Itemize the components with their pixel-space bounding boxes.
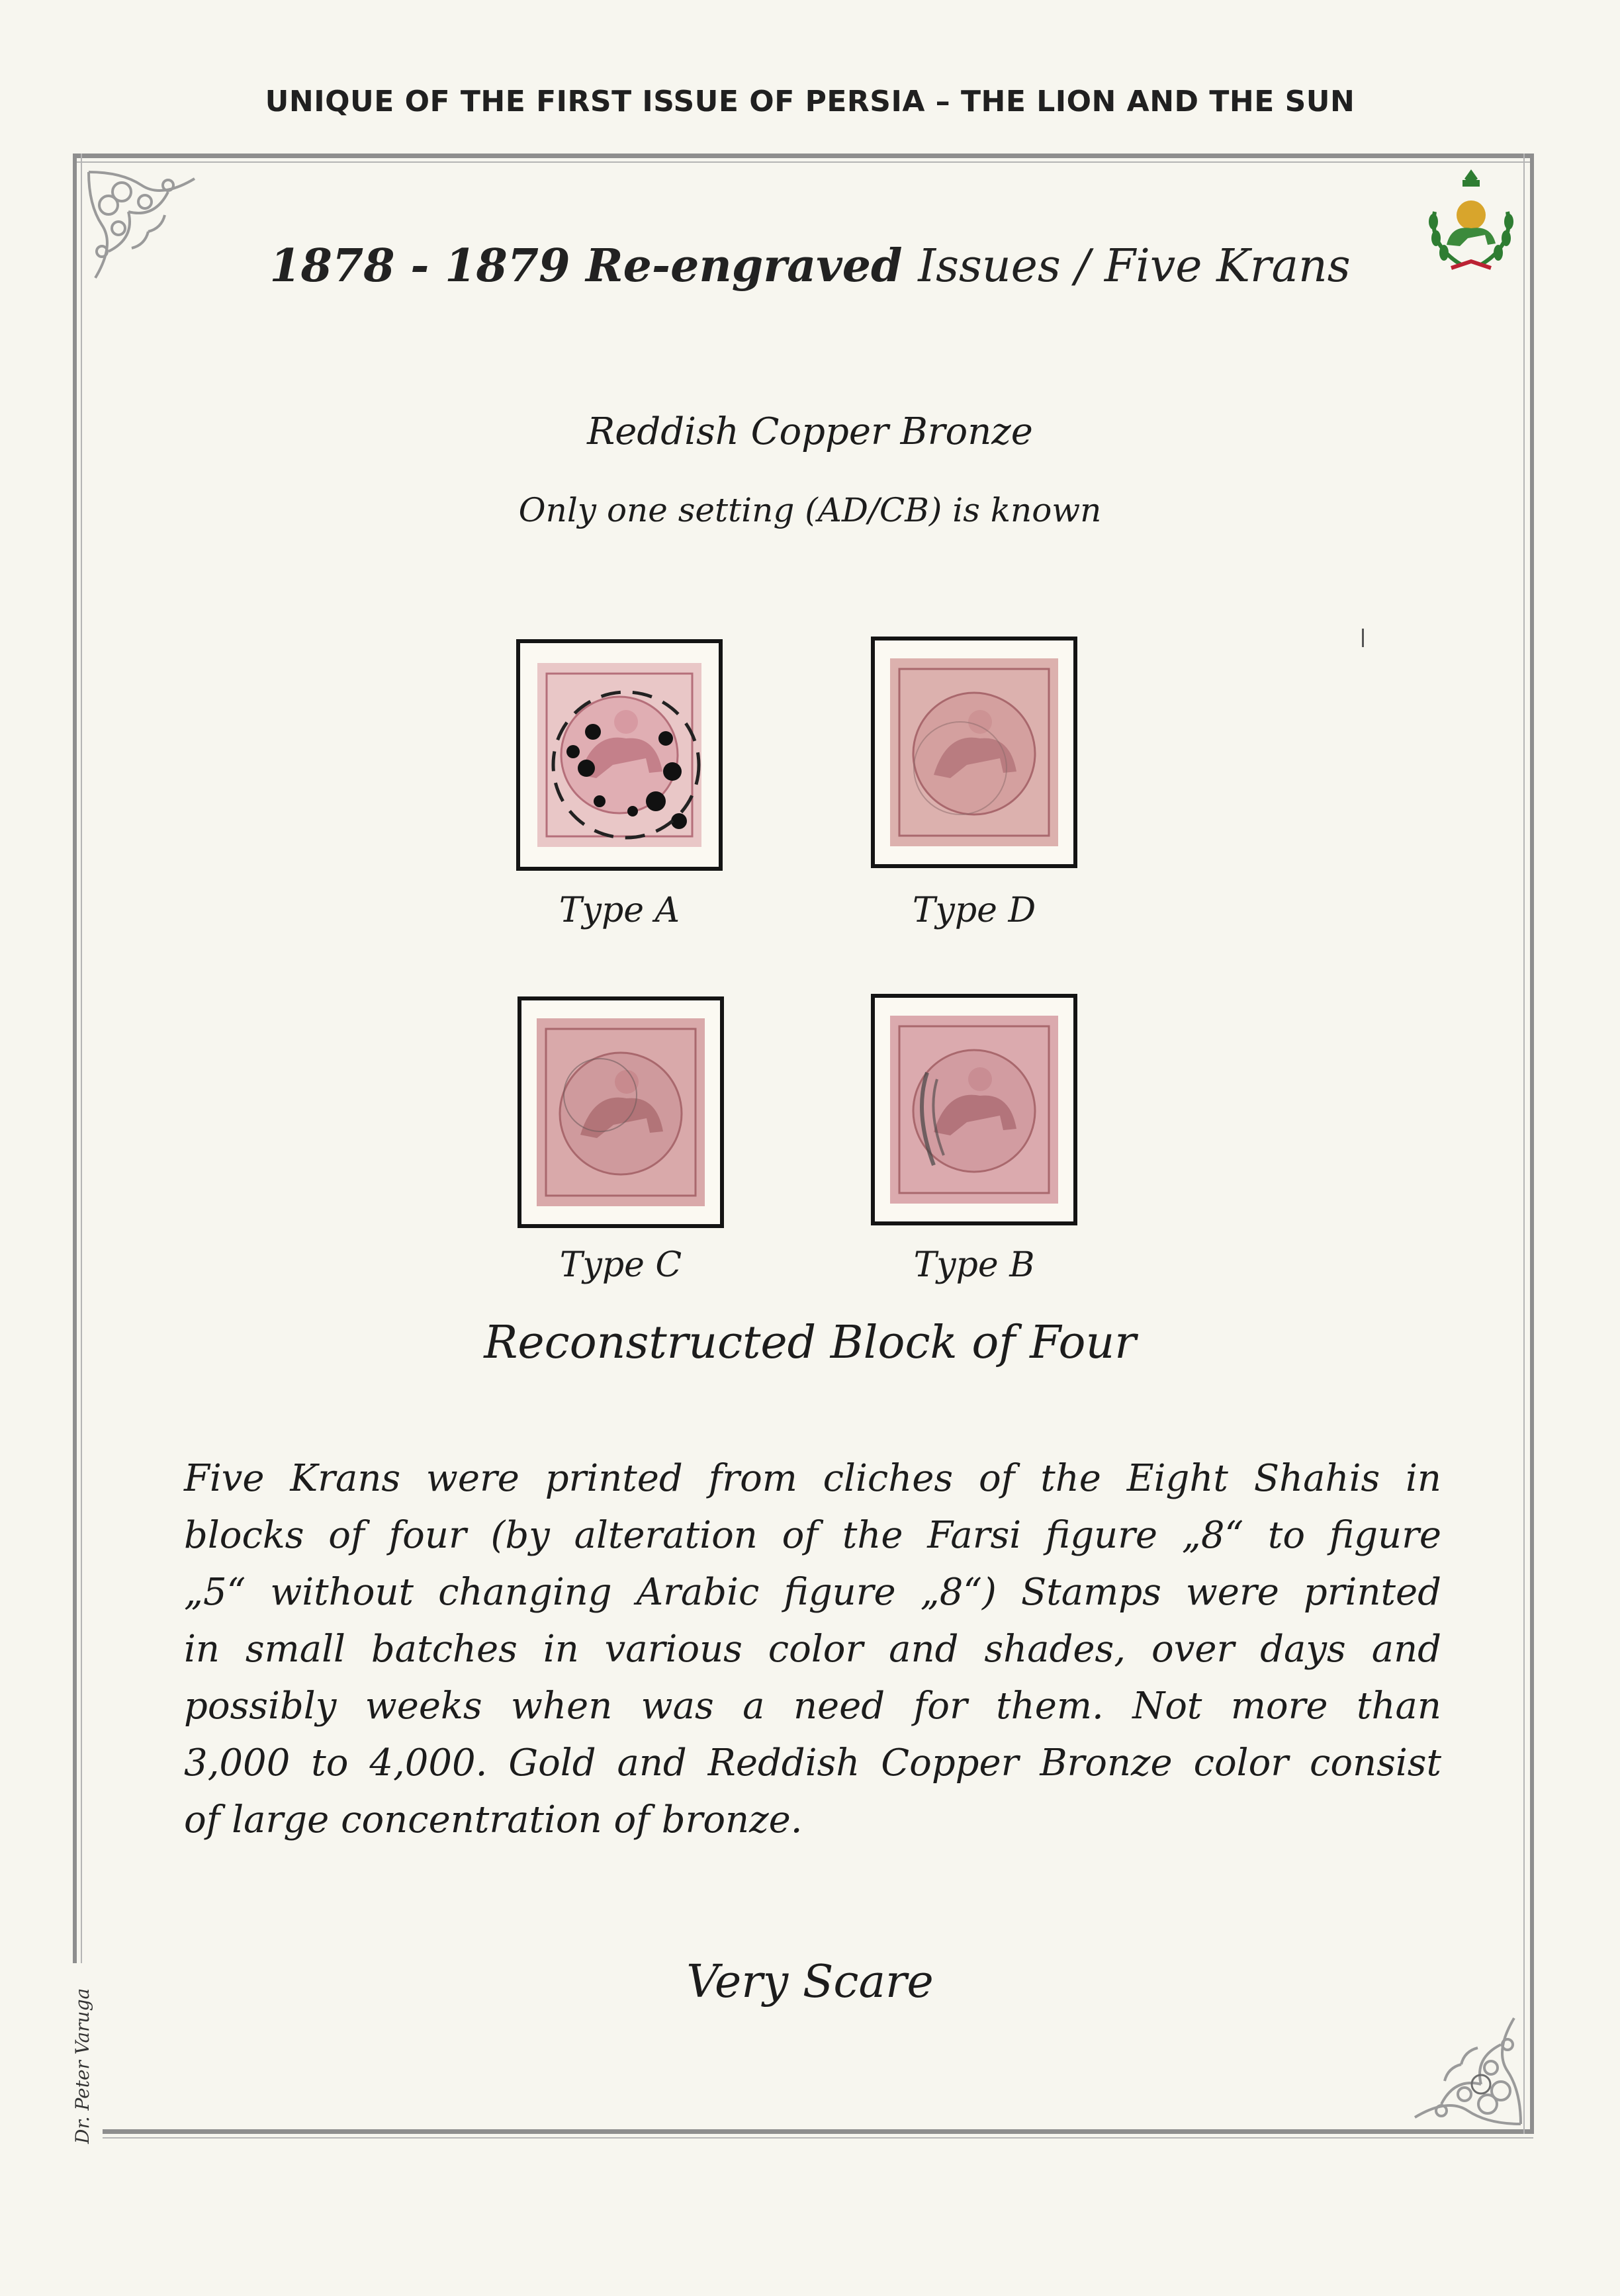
rarity-note: Very Scare	[686, 1956, 934, 2008]
description-line: in small batches in various color and shades, over days and	[184, 1628, 1441, 1671]
title-dates: 1878 - 1879 Re-engraved	[269, 240, 919, 292]
frame-bottom-line	[103, 2129, 1533, 2134]
stamp-image	[534, 1016, 707, 1209]
block-of-four-title: Reconstructed Block of Four	[484, 1317, 1136, 1369]
stamp-type-b	[871, 994, 1077, 1225]
stamp-image	[887, 656, 1061, 849]
description-line: blocks of four (by alteration of the Farsi figure „8“ to figure	[184, 1514, 1441, 1557]
stamp-label-type-b: Type B	[913, 1245, 1035, 1285]
description-line: 3,000 to 4,000. Gold and Reddish Copper Bronze color consist	[184, 1742, 1441, 1785]
description-line: „5“ without changing Arabic figure „8“) Stamps were printed	[184, 1571, 1441, 1614]
stamp-label-type-a: Type A	[559, 891, 680, 930]
stamp-type-a	[516, 639, 723, 871]
stamp-label-type-d: Type D	[912, 891, 1036, 930]
stamp-image	[533, 659, 705, 851]
stamp-label-type-c: Type C	[559, 1245, 682, 1285]
author-signature: Dr. Peter Varuga	[71, 1988, 93, 2144]
frame-top-line	[74, 154, 1533, 158]
frame-top-inner-line	[74, 161, 1533, 163]
description-line: Five Krans were printed from cliches of the Eight Shahis in	[184, 1457, 1441, 1500]
page-header: UNIQUE OF THE FIRST ISSUE OF PERSIA – THE LION AND THE SUN	[265, 85, 1355, 118]
setting-note: Only one setting (AD/CB) is known	[518, 491, 1102, 529]
stamp-image	[887, 1013, 1061, 1206]
page-title	[0, 240, 1620, 292]
frame-bottom-inner-line	[103, 2137, 1533, 2139]
stamp-type-c	[518, 996, 724, 1228]
color-subtitle: Reddish Copper Bronze	[587, 410, 1033, 453]
description-line: possibly weeks when was a need for them. Not more than	[184, 1685, 1441, 1728]
pencil-mark	[1362, 629, 1364, 647]
description-paragraph	[184, 1450, 1441, 1849]
stamp-type-d	[871, 637, 1077, 868]
description-line-last: of large concentration of bronze.	[184, 1798, 803, 1841]
title-issue: Issues / Five Krans	[918, 240, 1351, 292]
corner-ornament-bottom-right	[1408, 2011, 1527, 2131]
